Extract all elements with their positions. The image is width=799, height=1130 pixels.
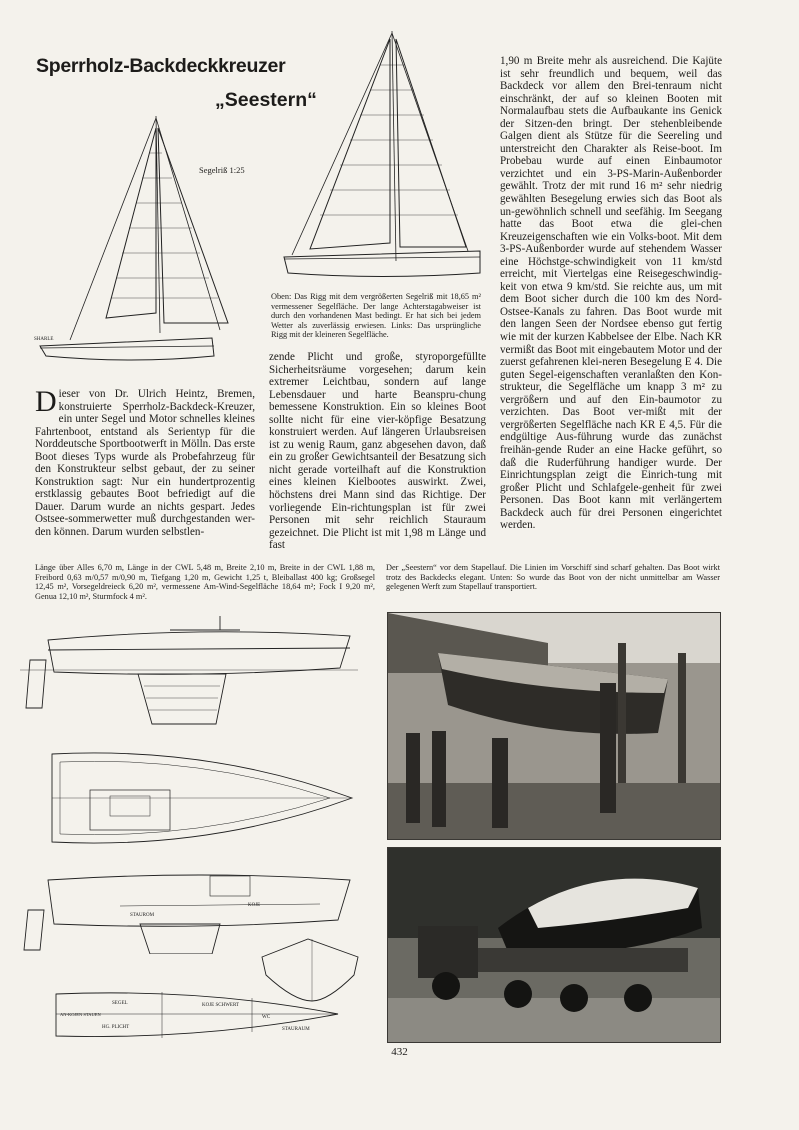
photo-boat-on-slipway <box>387 612 721 840</box>
berth2-label: KOJE <box>248 903 261 908</box>
sail-locker-label: SEGEL <box>112 1001 128 1006</box>
svg-text:SHARLE: SHARLE <box>34 337 54 342</box>
photo-caption: Der „Seestern“ vor dem Stapellauf. Die Linien im Vorschiff sind scharf gehalten. Das Boot wirkt trotz des Backdecks elegant. Unten: So wurde das Boot von der nicht unmittelbar am Wasser gelegenen Werft zum Stapellauf transportiert. <box>386 563 720 592</box>
page-number: 432 <box>391 1046 408 1058</box>
sail-plan-caption: Oben: Das Rigg mit dem vergrößerten Segelriß mit 18,65 m² vermessener Segelfläche. Der lange Achterstagabweiser ist durch den vorhandenen Mast bedingt. Er hat sich bei jedem Wetter als zuverlässig erwiesen. Links: Das ursprüngliche Rigg mit der kleineren Segelfläche. <box>271 292 481 340</box>
drop-cap: D <box>35 385 57 418</box>
interior-plan-drawing <box>52 988 342 1042</box>
article-column-2: zende Plicht und große, styroporgefüllte Sicherheitsräume vorgesehen; darum kein extremer Leichtbau, sondern auf lange Lebensdauer und harte Beanspru-chung bemessene Konstruktion. Ein so kleines Boot sollte nicht für eine vier-köpfige Besatzung konstruiert werden. Auf längeren Urlaubsreisen ist zu wenig Raum, ganz abgesehen davon, daß ein zu großer Gewichtsanteil der Besatzung sich nicht gerade vorteilhaft auf die Konstruktion eines kleinen Kielbootes auswirkt. Zwei, höchstens drei Mann sind das Richtige. Der vorliegende Ein-richtungsplan ist für zwei Personen mit sehr reichlich Stauraum gezeichnet. Die Plicht ist mit 1,98 m Länge und fast <box>269 351 486 552</box>
specifications: Länge über Alles 6,70 m, Länge in der CWL 5,48 m, Breite 2,10 m, Breite in der CWL 1,88 m, Freibord 0,63 m/0,57 m/0,90 m, Tiefgang 1,20 m, Gewicht 1,25 t, Bleiballast 400 kg; Großsegel 12,45 m², Vorsegeldreieck 6,20 m², vermessene Am-Wind-Segelfläche 18,64 m²; Fock I 9,20 m², Genua 12,10 m², Sturmfock 4 m². <box>35 563 375 601</box>
hull-profile-drawing <box>20 612 358 734</box>
article-subtitle: „Seestern“ <box>215 89 317 111</box>
large-sail-plan <box>272 25 488 287</box>
plicht-label: KOJE SCHWERT <box>202 1003 240 1008</box>
sail-plan-scale-label: Segelriß 1:25 <box>199 165 245 175</box>
berth-label: STAUROM <box>130 913 155 918</box>
deck-plan-drawing <box>40 746 355 850</box>
stauraum-label: AN-KOJEN STAUEN <box>60 1012 101 1017</box>
article-title: Sperrholz-Backdeckkreuzer <box>36 55 286 77</box>
stauraum2-label: STAURAUM <box>282 1027 310 1032</box>
photo-boat-transport <box>387 847 721 1043</box>
article-column-1-text: ieser von Dr. Ulrich Heintz, Bremen, konstruierte Sperrholz-Backdeck-Kreuzer, ein unter Segel und Motor schnelles kleines Fahrtenboot, entstand als Serientyp für die Norddeutsche Sportbootwerft in Mölln. Das erste Boot dieses Typs wurde als Probefahrzeug für den Konstrukteur selbst gebaut, der zu seiner Konstruktion sagt: Nur ein hundertprozentig erstklassig gebautes Boot befriedigt auf die Dauer. Darum wurde an nichts gespart. Jedes Ostsee-sommerwetter muß durchgestanden wer-den können. Darum wurden selbstlen- <box>35 388 255 539</box>
article-column-1 <box>35 385 255 539</box>
wc-label: WC <box>262 1015 271 1020</box>
article-column-3: 1,90 m Breite mehr als ausreichend. Die Kajüte ist sehr freundlich und bequem, weil das Backdeck vor allem den Brei-tenraum nicht einschränkt, der auf so kleinen Booten mit Normalaufbau stets die Aufbaukante ins Genick der Sitzen-den bringt. Der stehenbleibende Galgen dient als Stütze für die Seereling und unterstreicht den Charakter als Reise-boot. Im Probebau wurde auf einen Einbaumotor verzichtet und ein 3-PS-Marin-Außenborder gewählt. Trotz der mit rund 16 m² sehr niedrig gewählten Besegelung erwies sich das Boot als un-gewöhnlich schnell und seefähig. Im Seegang hatte das Boot etwa die glei-chen Kreuzeigenschaften wie ein Volks-boot. Mit dem 3-PS-Außenborder wurde auf stehendem Wasser eine Höchstge-schwindigkeit von 11 km/std erreicht, mit Viertelgas eine Reisegeschwindig-keit von etwa 9 km/std. Sie reichte aus, um mit dem Boot sicher durch die 100 km des Nord-Ostsee-Kanals zu fahren. Das Boot wurde mit den langen Seen der Nordsee ebenso gut fertig wie mit der kurzen Kabbelsee der Elbe. Nach KR vermißt das Boot mit eingebautem Motor und der zuerst gefahrenen klei-neren Besegelung E 4. Die guten Segel-eigenschaften veranlaßten den Kon-strukteur, die Segelfläche um knapp 3 m² zu vergrößern und auf den Ein-baumotor zu verzichten. Das Boot ver-mißt mit der vergrößerten Segelfläche nach KR E 4,5. Für die endgültige Aus-führung wurde das zunächst freihän-gende Ruder an eine Hacke geführt, so daß die Ruderführung handiger wurde. Der Einrichtungsplan zeigt die Einrich-tung mit großer Plicht und Schlafgele-genheit für zwei Personen. Das Boot kann mit verlängertem Backdeck auch für drei Personen eingerichtet werden. <box>500 55 722 532</box>
small-sail-plan <box>32 108 257 368</box>
pflicht-label: HG. PLICHT <box>102 1025 130 1030</box>
